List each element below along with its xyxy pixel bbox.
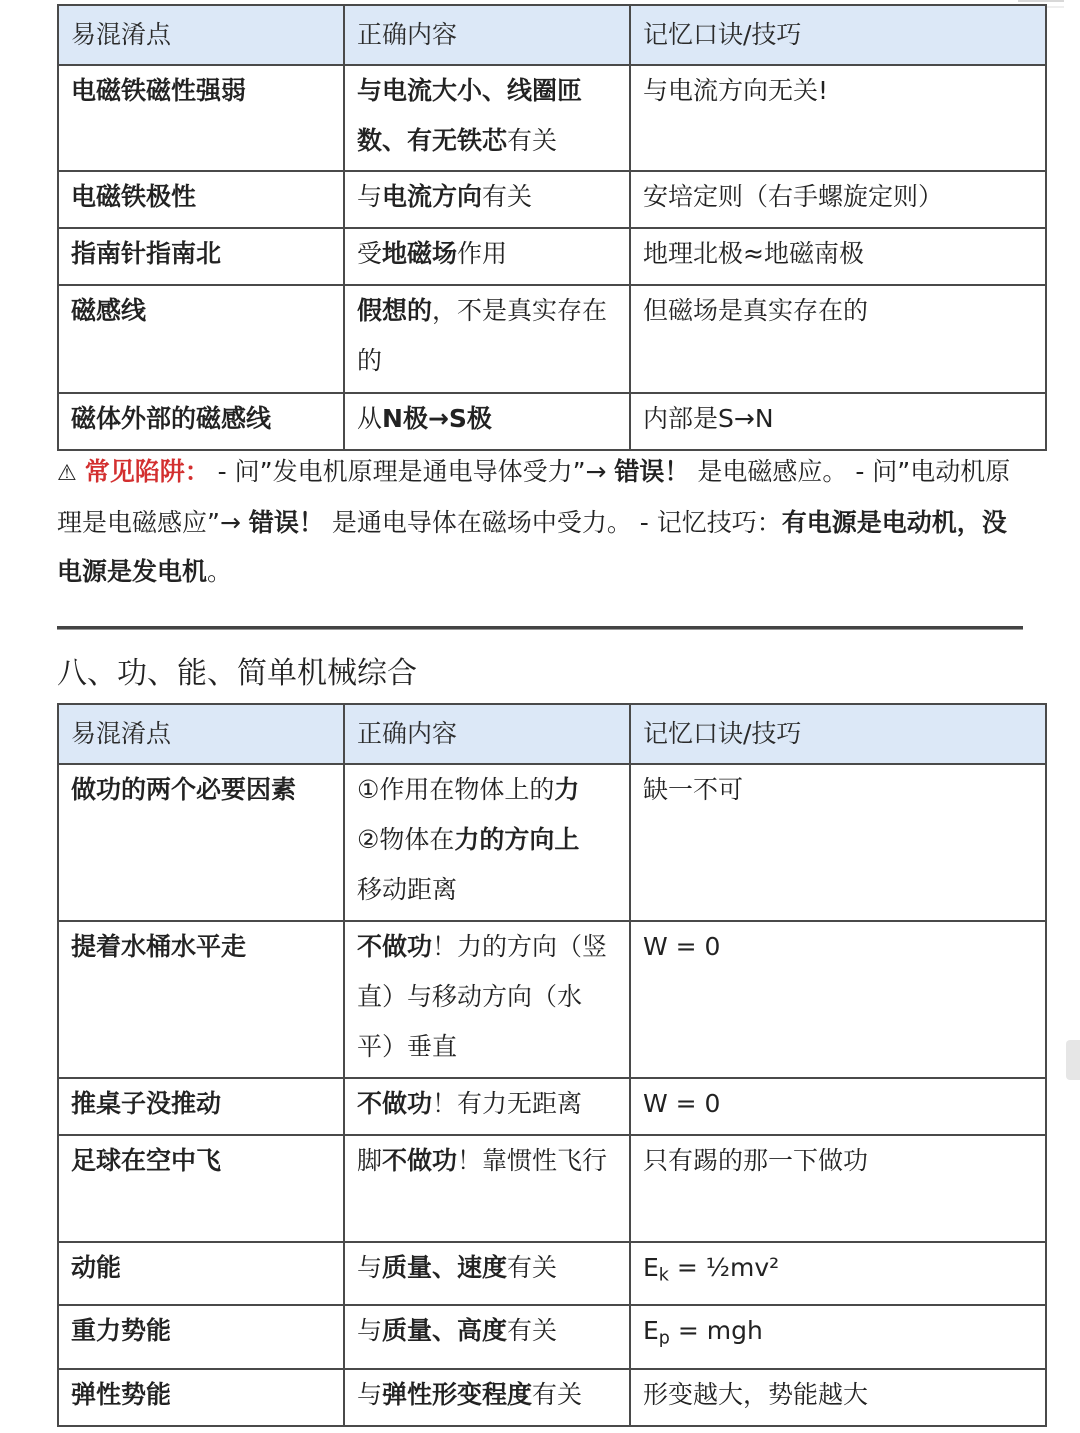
- header-memory-tip: 记忆口诀/技巧: [630, 5, 1046, 65]
- content-text: ！力的方向（竖直）与移动方向（水平）垂直: [357, 932, 608, 1061]
- table-row: [58, 921, 1046, 1078]
- content-text: 有关: [507, 126, 558, 155]
- formula-symbol: E: [643, 1253, 659, 1282]
- formula-subscript: k: [658, 1265, 669, 1286]
- memory-tip-cell: W = 0: [630, 921, 1046, 1078]
- confusion-point-cell: 做功的两个必要因素: [58, 764, 344, 921]
- table-row: [58, 1369, 1046, 1426]
- confusion-point-cell: 足球在空中飞: [58, 1135, 344, 1242]
- correct-content-cell: [344, 1369, 630, 1426]
- memory-tip-cell: 缺一不可: [630, 764, 1046, 921]
- header-confusion-point: 易混淆点: [58, 704, 344, 764]
- note-text: 是通电导体在磁场中受力。 - 记忆技巧：: [323, 508, 782, 537]
- formula-subscript: p: [658, 1328, 670, 1349]
- content-bold-text: 不做功: [357, 1089, 433, 1118]
- section-heading: 八、功、能、简单机械综合: [57, 656, 417, 691]
- correct-content-cell: [344, 764, 630, 921]
- section-divider: [57, 626, 1023, 630]
- page-edge-glare: [1066, 1040, 1080, 1080]
- content-bold-text: 与电流大小、线圈匝数、有无铁芯: [357, 76, 583, 155]
- confusion-point-cell: 电磁铁磁性强弱: [58, 65, 344, 171]
- content-text: 受: [357, 239, 383, 268]
- correct-content-cell: [344, 1135, 630, 1242]
- table-row: [58, 171, 1046, 228]
- table-row: [58, 65, 1046, 171]
- confusion-point-cell: 动能: [58, 1242, 344, 1305]
- header-memory-tip: 记忆口诀/技巧: [630, 704, 1046, 764]
- memory-tip-cell: 安培定则（右手螺旋定则）: [630, 171, 1046, 228]
- kinetic-energy-formula: [630, 1242, 1046, 1305]
- content-text: 与: [357, 182, 383, 211]
- content-bold-text: 不做功: [382, 1146, 458, 1175]
- potential-energy-formula: [630, 1305, 1046, 1368]
- content-bold-text: 电流方向: [382, 182, 483, 211]
- header-correct-content: 正确内容: [344, 704, 630, 764]
- content-text: 作用: [457, 239, 508, 268]
- confusion-point-cell: 指南针指南北: [58, 228, 344, 285]
- confusion-point-cell: 磁感线: [58, 285, 344, 393]
- content-text: ①作用在物体上的: [357, 775, 555, 804]
- table-row: [58, 764, 1046, 921]
- table-row: [58, 1242, 1046, 1305]
- content-text: 有关: [532, 1379, 583, 1409]
- content-bold-text: 不做功: [357, 932, 433, 961]
- content-text: ②物体在: [357, 825, 455, 854]
- confusion-point-cell: 电磁铁极性: [58, 171, 344, 228]
- content-text: 与: [357, 1379, 383, 1409]
- note-text: 。: [207, 557, 233, 586]
- correct-content-cell: [344, 65, 630, 171]
- content-text: 脚: [357, 1146, 383, 1175]
- header-confusion-point: 易混淆点: [58, 5, 344, 65]
- memory-tip-cell: 形变越大，势能越大: [630, 1369, 1046, 1426]
- memory-tip-cell: 与电流方向无关!: [630, 65, 1046, 171]
- table-row: [58, 393, 1046, 450]
- correct-content-cell: [344, 171, 630, 228]
- content-text: 有关: [507, 1253, 558, 1282]
- header-correct-content: 正确内容: [344, 5, 630, 65]
- confusion-point-cell: 磁体外部的磁感线: [58, 393, 344, 450]
- correct-content-cell: [344, 393, 630, 450]
- memory-tip-cell: 地理北极≈地磁南极: [630, 228, 1046, 285]
- content-text: 与: [357, 1316, 383, 1346]
- magnetism-confusion-table: [57, 4, 1047, 451]
- table-row: [58, 1305, 1046, 1368]
- note-bold-text: 错误！: [248, 508, 324, 537]
- content-bold-text: 质量、速度: [382, 1253, 508, 1282]
- table-row: [58, 285, 1046, 393]
- memory-tip-cell: 内部是S→N: [630, 393, 1046, 450]
- correct-content-cell: [344, 285, 630, 393]
- formula-expression: = ½mv²: [668, 1253, 780, 1282]
- content-bold-text: 质量、高度: [382, 1316, 508, 1346]
- work-energy-confusion-table: [57, 703, 1047, 1427]
- correct-content-cell: [344, 228, 630, 285]
- correct-content-cell: [344, 1078, 630, 1135]
- common-traps-label: 常见陷阱：: [84, 457, 210, 486]
- confusion-point-cell: 弹性势能: [58, 1369, 344, 1426]
- note-bold-text: 有电源是电动机，没电源是发电机: [57, 508, 1007, 586]
- table-header-row: [58, 5, 1046, 65]
- correct-content-cell: [344, 1242, 630, 1305]
- formula-expression: = mgh: [669, 1316, 763, 1346]
- confusion-point-cell: 重力势能: [58, 1305, 344, 1368]
- content-text: ！靠惯性飞行: [457, 1146, 608, 1175]
- content-bold-text: 假想的: [357, 296, 433, 325]
- table-header-row: [58, 704, 1046, 764]
- content-text: 从: [357, 404, 383, 433]
- content-bold-text: N极→S极: [382, 404, 492, 433]
- note-text: - 问”发电机原理是通电导体受力”→: [209, 457, 615, 486]
- common-traps-note: [57, 447, 1027, 596]
- content-text: 移动距离: [357, 875, 458, 904]
- content-text: ！有力无距离: [432, 1089, 583, 1118]
- correct-content-cell: [344, 1305, 630, 1368]
- content-text: ，不是真实存在的: [357, 296, 608, 375]
- table-row: [58, 1078, 1046, 1135]
- confusion-point-cell: 推桌子没推动: [58, 1078, 344, 1135]
- content-text: 有关: [482, 182, 533, 211]
- note-text: 是电磁感应。 - 问”电动机原理是电磁感应”→: [57, 457, 1011, 537]
- content-bold-text: 地磁场: [382, 239, 458, 268]
- content-bold-text: 力: [554, 775, 580, 804]
- confusion-point-cell: 提着水桶水平走: [58, 921, 344, 1078]
- content-bold-text: 力的方向上: [454, 825, 580, 854]
- content-text: 有关: [507, 1316, 558, 1346]
- memory-tip-cell: 只有踢的那一下做功: [630, 1135, 1046, 1242]
- correct-content-cell: [344, 921, 630, 1078]
- memory-tip-cell: W = 0: [630, 1078, 1046, 1135]
- table-row: [58, 1135, 1046, 1242]
- note-bold-text: 错误！: [614, 457, 690, 486]
- content-text: 与: [357, 1253, 383, 1282]
- warning-icon: ⚠: [57, 461, 77, 486]
- content-bold-text: 弹性形变程度: [382, 1379, 533, 1409]
- table-row: [58, 228, 1046, 285]
- formula-symbol: E: [643, 1316, 659, 1346]
- memory-tip-cell: 但磁场是真实存在的: [630, 285, 1046, 393]
